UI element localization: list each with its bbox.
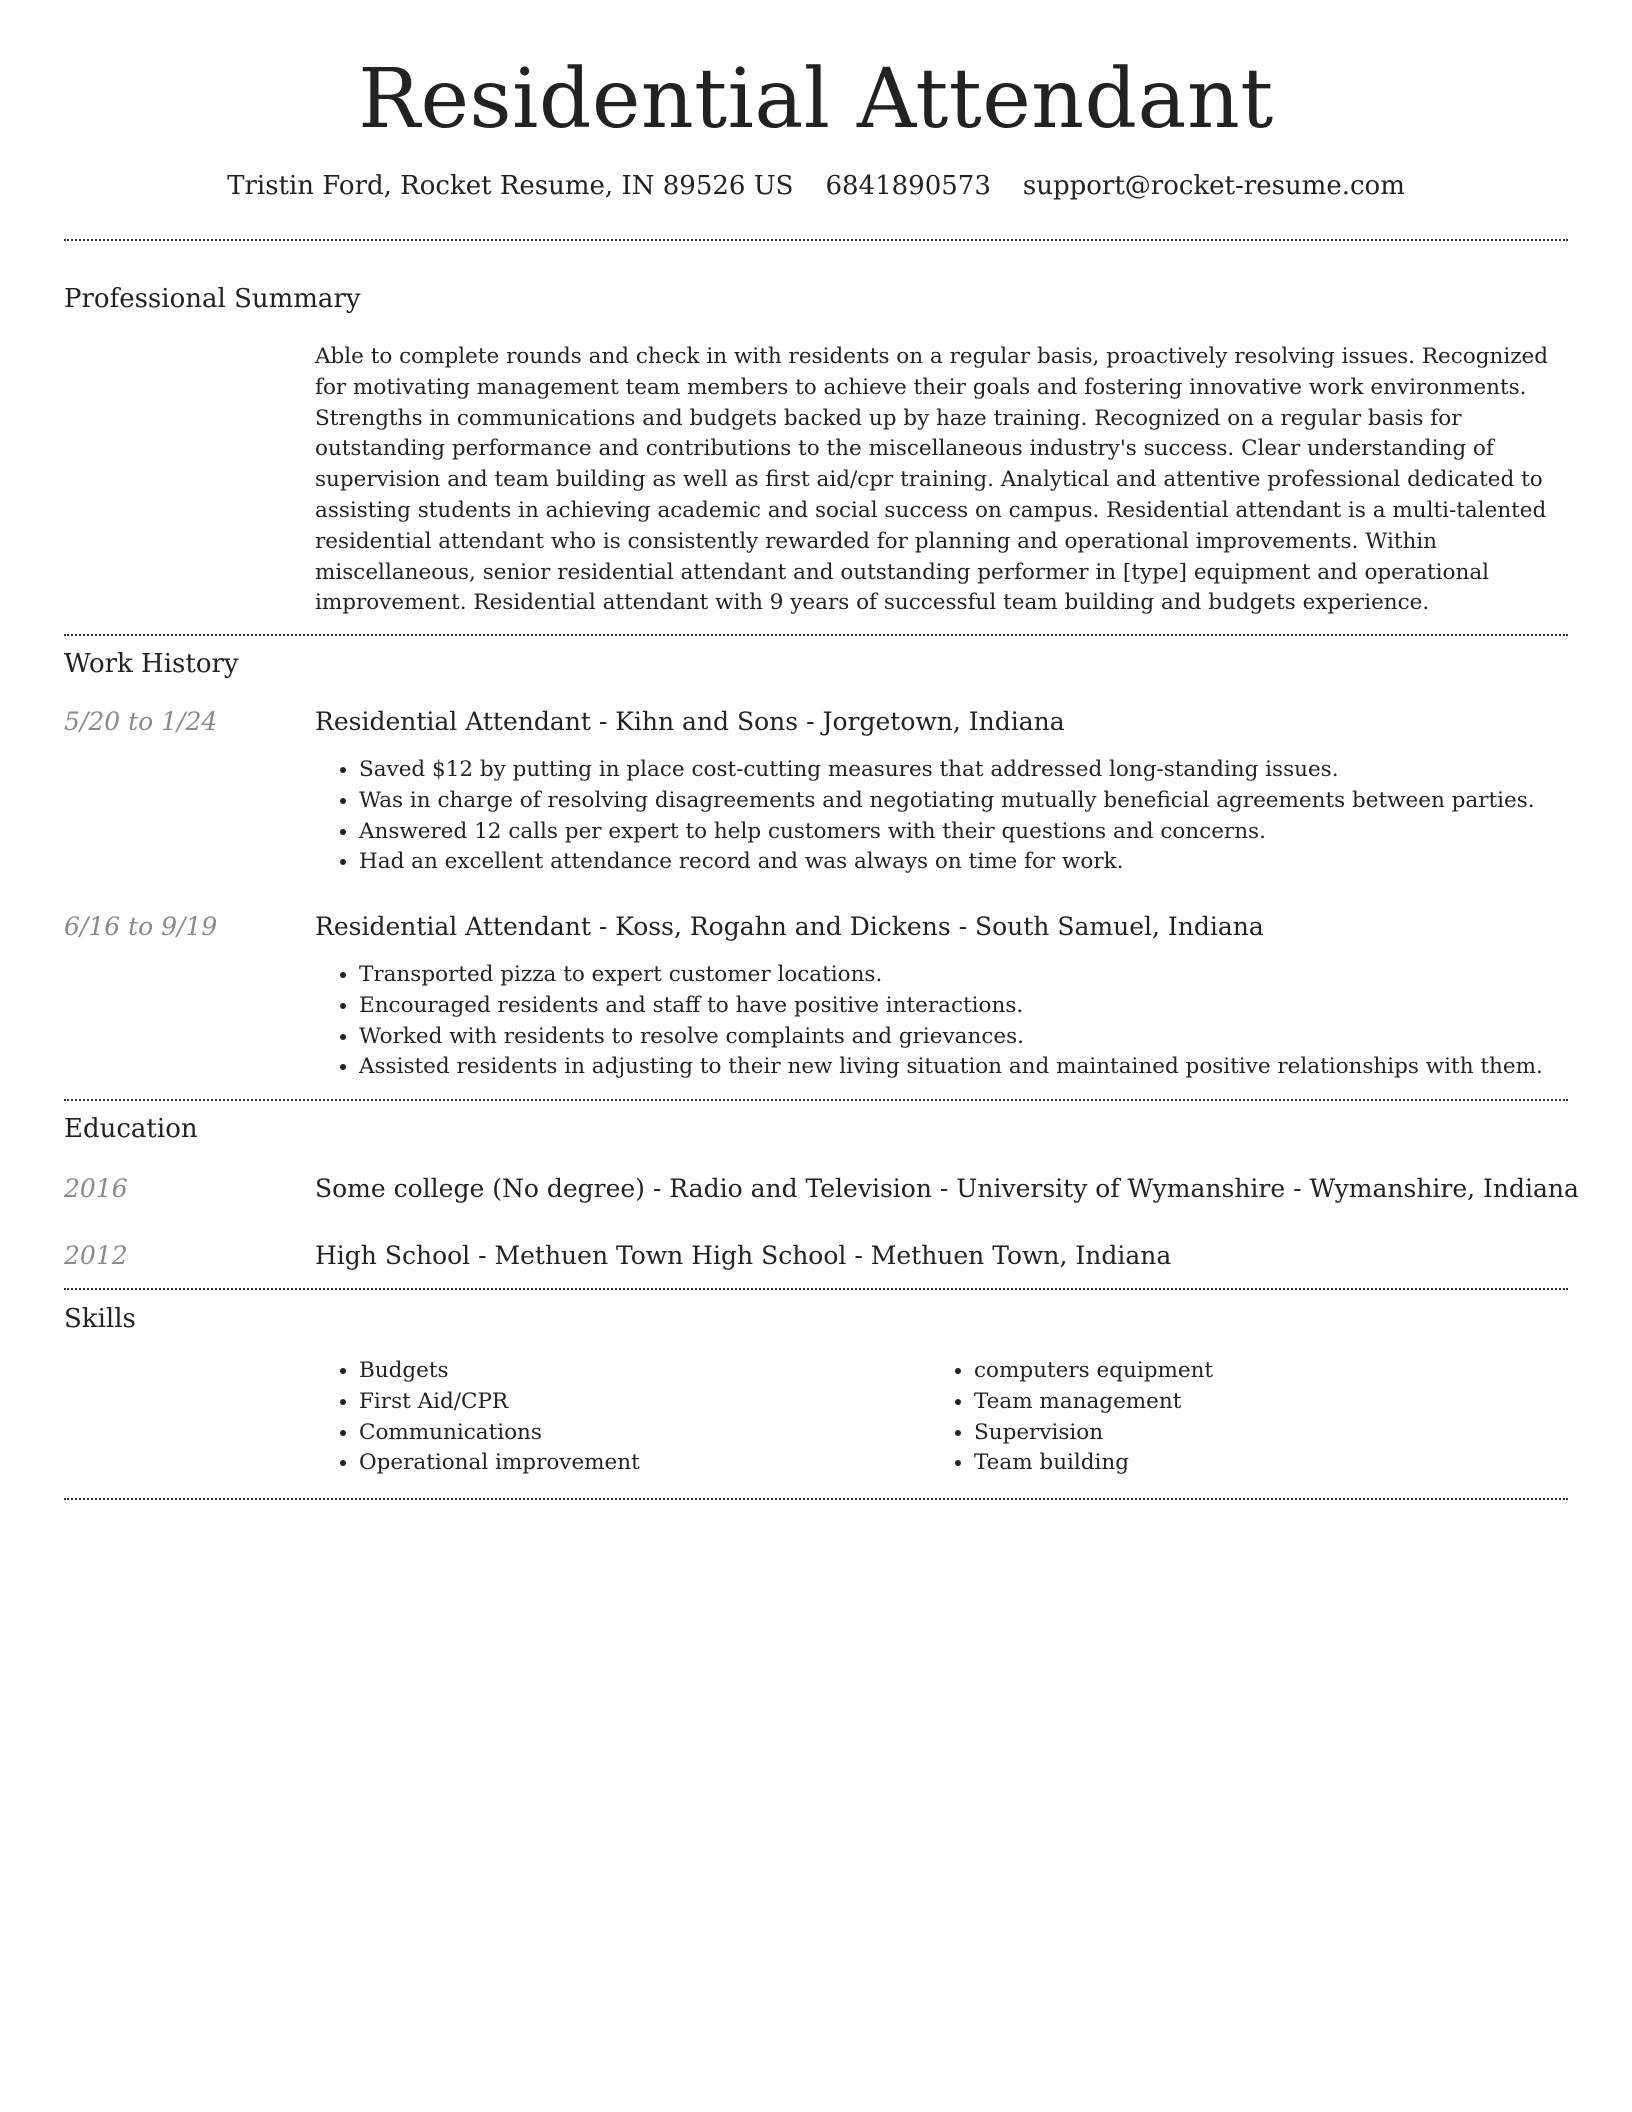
summary-text: Able to complete rounds and check in with residents on a regular basis, proactively resolving issues. Recognized for motivating management team members to achieve their goals and fostering innovative work environments. Strengths in communications and budgets backed up by haze training. Recognized on a regular basis for outstanding performance and contributions to the miscellaneous industry's success. Clear understanding of supervision and team building as well as first aid/cpr training. Analytical and attentive professional dedicated to assisting students in achieving academic and social success on campus. Residential attendant is a multi-talented residential attendant who is consistently rewarded for planning and operational improvements. Within miscellaneous, senior residential attendant and outstanding performer in [type] equipment and operational improvement. Residential attendant with 9 years of successful team building and budgets experience. <box>315 344 1549 616</box>
divider <box>64 634 1568 636</box>
divider <box>64 1288 1568 1290</box>
skill-item: • Supervision <box>974 1418 1534 1449</box>
skill-item: • computers equipment <box>974 1356 1534 1387</box>
list-item: • Worked with residents to resolve complaints and grievances. <box>359 1022 1612 1053</box>
list-item: • Saved $12 by putting in place cost-cutting measures that addressed long-standing issues. <box>359 755 1612 786</box>
section-title-education: Education <box>64 1114 198 1144</box>
contact-phone: 6841890573 <box>825 171 991 201</box>
section-title-work: Work History <box>64 649 239 679</box>
job-dates: 6/16 to 9/19 <box>64 912 218 941</box>
skill-item: • Communications <box>359 1418 919 1449</box>
education-year: 2012 <box>64 1241 128 1270</box>
job-bullets <box>315 755 1612 878</box>
job-dates: 5/20 to 1/24 <box>64 707 218 736</box>
education-heading: High School - Methuen Town High School - Methuen Town, Indiana <box>315 1241 1172 1270</box>
resume-title: Residential Attendant <box>358 52 1274 147</box>
list-item: • Was in charge of resolving disagreements and negotiating mutually beneficial agreements between parties. <box>359 786 1612 817</box>
skill-item: • Operational improvement <box>359 1448 919 1479</box>
list-item: • Encouraged residents and staff to have positive interactions. <box>359 991 1612 1022</box>
skills-list-right <box>930 1356 1534 1479</box>
contact-address: Tristin Ford, Rocket Resume, IN 89526 US <box>227 171 794 201</box>
job-bullets <box>315 960 1612 1083</box>
contact-line <box>0 168 1632 204</box>
list-item: • Assisted residents in adjusting to their new living situation and maintained positive relationships with them. <box>359 1052 1612 1083</box>
list-item: • Answered 12 calls per expert to help customers with their questions and concerns. <box>359 817 1612 848</box>
divider <box>64 1498 1568 1500</box>
skill-item: • Team building <box>974 1448 1534 1479</box>
contact-email: support@rocket-resume.com <box>1022 171 1405 201</box>
skill-item: • Team management <box>974 1387 1534 1418</box>
divider <box>64 1099 1568 1101</box>
skill-item: • First Aid/CPR <box>359 1387 919 1418</box>
section-title-skills: Skills <box>64 1304 136 1334</box>
job-heading: Residential Attendant - Koss, Rogahn and Dickens - South Samuel, Indiana <box>315 912 1264 941</box>
skills-list-left <box>315 1356 919 1479</box>
education-heading: Some college (No degree) - Radio and Television - University of Wymanshire - Wymanshire, Indiana <box>315 1174 1579 1203</box>
skill-item: • Budgets <box>359 1356 919 1387</box>
education-year: 2016 <box>64 1174 128 1203</box>
section-title-summary: Professional Summary <box>64 284 361 314</box>
divider <box>64 239 1568 241</box>
job-heading: Residential Attendant - Kihn and Sons - Jorgetown, Indiana <box>315 707 1065 736</box>
list-item: • Transported pizza to expert customer locations. <box>359 960 1612 991</box>
list-item: • Had an excellent attendance record and was always on time for work. <box>359 847 1612 878</box>
